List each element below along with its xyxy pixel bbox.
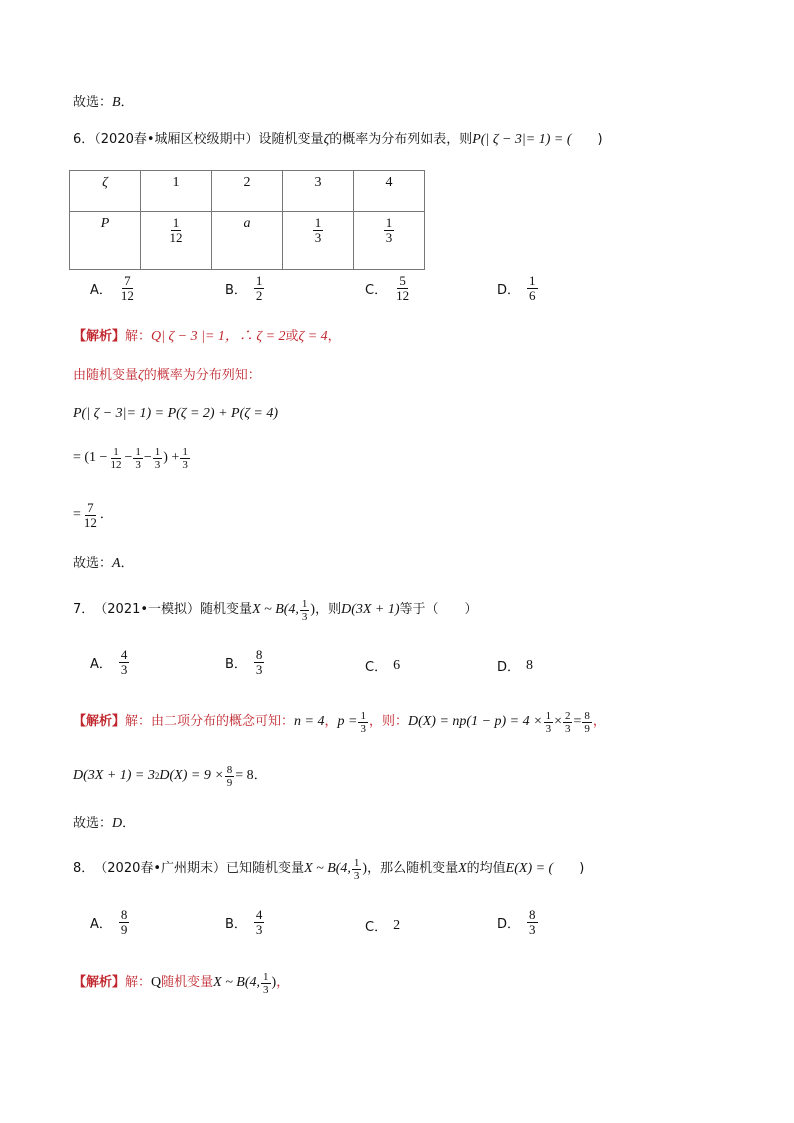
option-label: C． (365, 920, 388, 935)
table-cell (354, 212, 425, 270)
question-8-stem (73, 852, 584, 886)
table-cell: 3 (283, 171, 354, 212)
analysis-tag: 【解析】 (73, 975, 126, 990)
analysis-tag: 【解析】 (73, 329, 126, 344)
option-a[interactable] (90, 648, 130, 677)
option-b[interactable] (225, 648, 265, 677)
answer-end: ． (120, 95, 134, 110)
option-label: D． (497, 660, 521, 675)
option-label: D． (497, 917, 521, 932)
option-label: B． (225, 657, 247, 672)
table-cell (141, 212, 212, 270)
expression: = (1 − (73, 450, 108, 465)
table-cell: 1 (141, 171, 212, 212)
expression: p = (337, 714, 358, 729)
fraction: $\frac{7}{12}$ (83, 499, 97, 530)
answer-end: ． (122, 816, 136, 831)
option-d[interactable] (497, 908, 539, 937)
option-label: A． (90, 917, 112, 932)
fraction: $\frac{1}{3}$ (360, 709, 366, 735)
analysis-text: 解：由二项分布的概念可知： (125, 714, 295, 729)
expression: P(| ζ − 3|= 1) = P(ζ = 2) + P(ζ = 4) (73, 406, 279, 421)
question-number: 6． (73, 132, 95, 147)
stem-text: 已知随机变量 (226, 861, 305, 876)
option-label: C． (365, 283, 388, 298)
question-number: 7． (73, 602, 95, 617)
fraction: $\frac{1}{3}$ (353, 856, 360, 882)
stem-text: 的均值 (466, 861, 506, 876)
option-label: A． (90, 657, 112, 672)
fraction: $\frac{4}{3}$ (255, 907, 263, 937)
q6-analysis-line-5 (73, 497, 113, 533)
exponent: 2 (154, 771, 160, 781)
answer-blank: ) (571, 132, 603, 147)
question-source: （2020春•城厢区校级期中） (94, 132, 259, 147)
option-d[interactable] (497, 274, 539, 303)
variable: ζ (138, 368, 144, 383)
option-label: C． (365, 660, 388, 675)
expression: − (143, 450, 152, 465)
answer-blank: ) (553, 861, 585, 876)
fraction: $\frac{7}{12}$ (120, 273, 134, 303)
fraction: $\frac{8}{3}$ (255, 647, 263, 677)
analysis-text: ，则： (368, 714, 408, 729)
fraction: $\frac{1}{3}$ (135, 445, 141, 471)
table-cell: a (212, 212, 283, 270)
expression: D(3X + 1) (341, 602, 400, 617)
analysis-text: 随机变量 (161, 975, 214, 990)
option-value: 8 (526, 657, 534, 673)
option-label: D． (497, 283, 521, 298)
analysis-text: 或 (285, 329, 299, 344)
q6-answer-line (73, 554, 134, 574)
question-6-stem (73, 130, 603, 150)
analysis-tag: 【解析】 (73, 714, 126, 729)
option-label: A． (90, 283, 112, 298)
expression: − (124, 450, 133, 465)
question-source: （2021•一模拟） (94, 602, 201, 617)
analysis-text: 的概率为分布列知： (143, 368, 261, 383)
q7-analysis-line-2 (73, 758, 267, 794)
fraction: $\frac{1}{2}$ (255, 273, 263, 303)
q6-analysis-line-4 (73, 440, 191, 476)
analysis-text: 解： (125, 975, 152, 990)
option-c[interactable] (365, 274, 412, 303)
answer-label: 故选： (73, 556, 113, 571)
table-cell: P (70, 212, 141, 270)
expression: ) (362, 861, 368, 876)
q8-analysis-line-1 (73, 966, 289, 1000)
option-c[interactable] (365, 916, 400, 935)
expression: ) (310, 602, 316, 617)
expression: ，∴ ζ = 2 (224, 329, 286, 344)
expression: = (73, 507, 81, 522)
expression: ζ = 4 (298, 329, 328, 344)
prev-answer-line (73, 93, 134, 113)
fraction: $\frac{1}{3}$ (154, 445, 161, 471)
q7-answer-line (73, 814, 135, 834)
analysis-text: ， (592, 714, 606, 729)
fraction: $\frac{4}{3}$ (120, 647, 128, 677)
fraction: $\frac{1}{3}$ (182, 445, 188, 471)
table-cell: 2 (212, 171, 283, 212)
option-d[interactable] (497, 656, 533, 675)
option-b[interactable] (225, 274, 265, 303)
fraction: $\frac{2}{3}$ (564, 709, 571, 735)
answer-label: 故选： (73, 95, 113, 110)
option-value: 2 (393, 917, 401, 933)
option-label: B． (225, 917, 247, 932)
analysis-text: ． (99, 507, 113, 522)
fraction: $\frac{8}{9}$ (226, 763, 233, 789)
expression: D(X) = 9 × (159, 768, 224, 783)
option-b[interactable] (225, 908, 265, 937)
table-cell: 4 (354, 171, 425, 212)
expression: P(| ζ − 3|= 1) = ( (472, 132, 572, 147)
answer-label: 故选： (73, 816, 113, 831)
analysis-text: 解： (125, 329, 152, 344)
expression: X ~ B(4, (213, 975, 261, 990)
question-source: （2020春•广州期末） (94, 861, 227, 876)
expression: ) (271, 975, 277, 990)
answer-value: B (112, 95, 121, 110)
q6-analysis-line-3 (73, 404, 278, 424)
variable: ζ (323, 132, 330, 147)
analysis-text: 由随机变量 (73, 368, 139, 383)
expression: = (573, 714, 582, 729)
question-7-stem (73, 593, 478, 627)
answer-value: D (112, 816, 123, 831)
fraction: $\frac{1}{3}$ (314, 215, 322, 245)
fraction: $\frac{1}{3}$ (301, 597, 308, 623)
fraction: $\frac{8}{3}$ (529, 907, 536, 937)
stem-text: 随机变量 (200, 602, 253, 617)
fraction: $\frac{1}{3}$ (385, 215, 393, 245)
q6-analysis-line-1 (73, 327, 341, 347)
answer-value: A (112, 556, 121, 571)
table-cell (283, 212, 354, 270)
stem-text: 设随机变量 (258, 132, 324, 147)
analysis-text: ， (327, 329, 341, 344)
fraction: $\frac{1}{3}$ (263, 970, 269, 996)
option-a[interactable] (90, 908, 130, 937)
stem-text: ，则 (315, 602, 342, 617)
fraction: $\frac{1}{6}$ (529, 273, 536, 303)
analysis-text: ， (324, 714, 338, 729)
expression: X ~ B(4, (252, 602, 299, 617)
analysis-text: ． (253, 768, 267, 783)
answer-blank: ） (438, 602, 478, 617)
question-number: 8． (73, 861, 95, 876)
fraction: $\frac{1}{12}$ (169, 215, 183, 245)
fraction: $\frac{1}{3}$ (545, 709, 552, 735)
q6-analysis-line-2 (73, 366, 261, 386)
fraction: $\frac{1}{12}$ (110, 445, 122, 471)
option-label: B． (225, 283, 247, 298)
expression: X ~ B(4, (304, 861, 351, 876)
expression: E(X) = ( (505, 861, 554, 876)
expression: = 8 (235, 768, 254, 783)
stem-text: 的概率为分布列如表，则 (329, 132, 473, 147)
distribution-table (69, 170, 425, 270)
answer-end: ． (120, 556, 134, 571)
expression: Q (151, 975, 162, 990)
q7-analysis-line-1 (73, 704, 606, 740)
expression: n = 4 (294, 714, 325, 729)
fraction: $\frac{5}{12}$ (396, 273, 410, 303)
expression: D(X) = np(1 − p) = 4 × (407, 714, 543, 729)
expression: × (554, 714, 562, 729)
fraction: $\frac{8}{9}$ (120, 907, 128, 937)
analysis-text: ， (276, 975, 290, 990)
variable: X (458, 861, 467, 876)
stem-text: ，那么随机变量 (367, 861, 459, 876)
stem-text: 等于（ (399, 602, 439, 617)
fraction: $\frac{8}{9}$ (584, 709, 590, 735)
option-a[interactable] (90, 274, 137, 303)
expression: ) + (163, 450, 180, 465)
expression: Q| ζ − 3 |= 1 (151, 329, 225, 344)
option-c[interactable] (365, 656, 400, 675)
expression: D(3X + 1) = 3 (73, 768, 155, 783)
table-cell: ζ (70, 171, 141, 212)
option-value: 6 (393, 657, 401, 673)
